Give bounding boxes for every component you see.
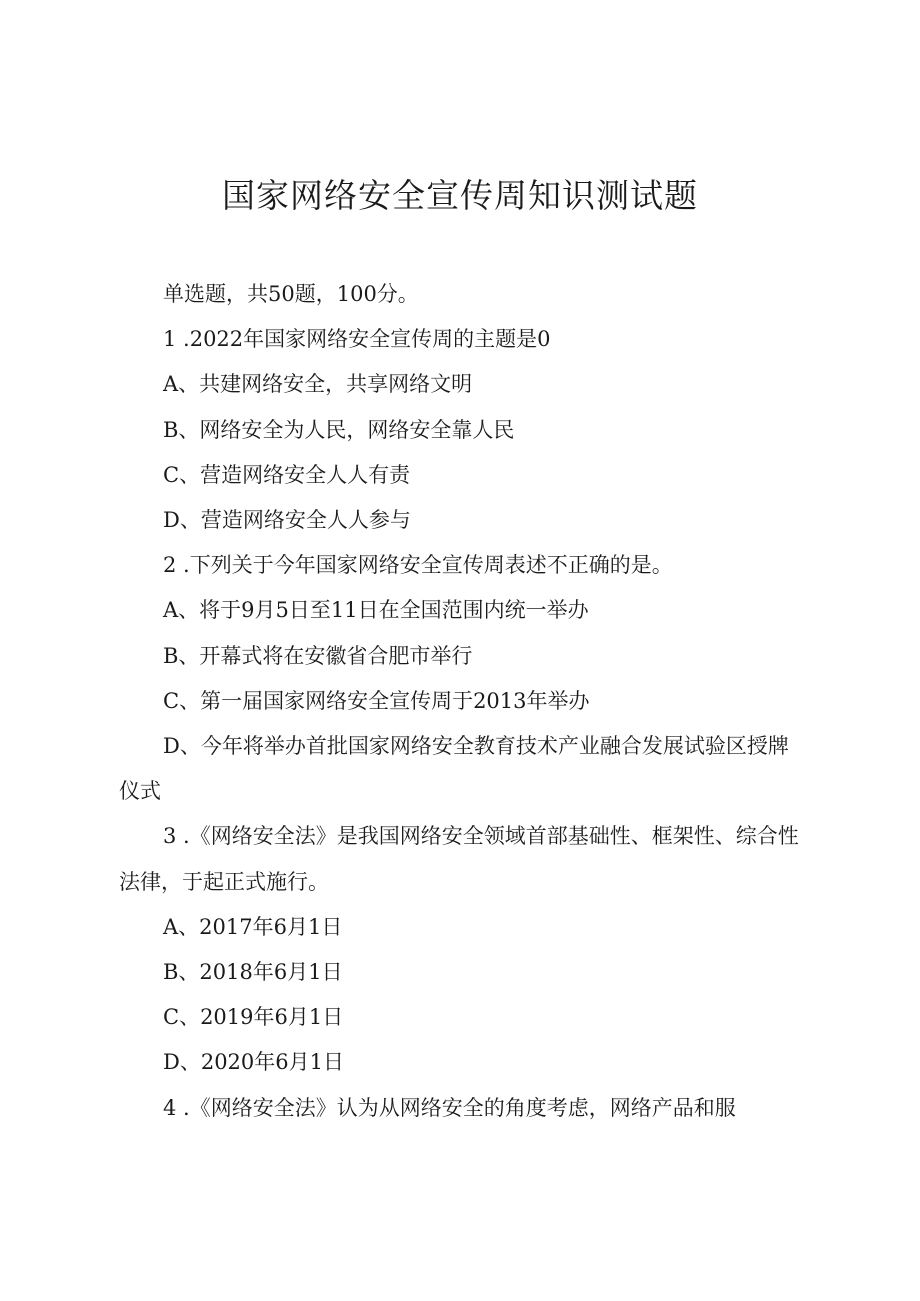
question-1-stem: 1 .2022年国家网络安全宣传周的主题是0 — [163, 327, 551, 352]
question-2-option-b: B、开幕式将在安徽省合肥市举行 — [163, 643, 473, 668]
question-3-option-c: C、2019年6月1日 — [163, 1005, 344, 1030]
question-1-option-c: C、营造网络安全人人有责 — [163, 462, 411, 487]
question-2-option-c: C、第一届国家网络安全宣传周于2013年举办 — [163, 688, 590, 713]
question-1-option-a: A、共建网络安全，共享网络文明 — [163, 372, 473, 397]
question-3-option-a: A、2017年6月1日 — [163, 914, 343, 939]
document-body — [119, 272, 809, 1131]
question-3-stem: 3 .《网络安全法》是我国网络安全领域首部基础性、框架性、综合性法律，于起正式施行。 — [119, 824, 799, 894]
question-2-option-d: D、今年将举办首批国家网络安全教育技术产业融合发展试验区授牌仪式 — [119, 734, 789, 804]
intro-text: 单选题，共50题，100分。 — [163, 282, 419, 306]
question-3-option-b: B、2018年6月1日 — [163, 960, 343, 985]
document-title: 国家网络安全宣传周知识测试题 — [222, 176, 698, 215]
question-2-stem: 2 .下列关于今年国家网络安全宣传周表述不正确的是。 — [163, 553, 673, 578]
question-1-option-d: D、营造网络安全人人参与 — [163, 508, 411, 533]
question-4-stem: 4 .《网络安全法》认为从网络安全的角度考虑，网络产品和服 — [163, 1095, 736, 1120]
question-2-option-a: A、将于9月5日至11日在全国范围内统一举办 — [163, 598, 589, 623]
question-3-option-d: D、2020年6月1日 — [163, 1050, 345, 1075]
question-1-option-b: B、网络安全为人民，网络安全靠人民 — [163, 417, 515, 442]
